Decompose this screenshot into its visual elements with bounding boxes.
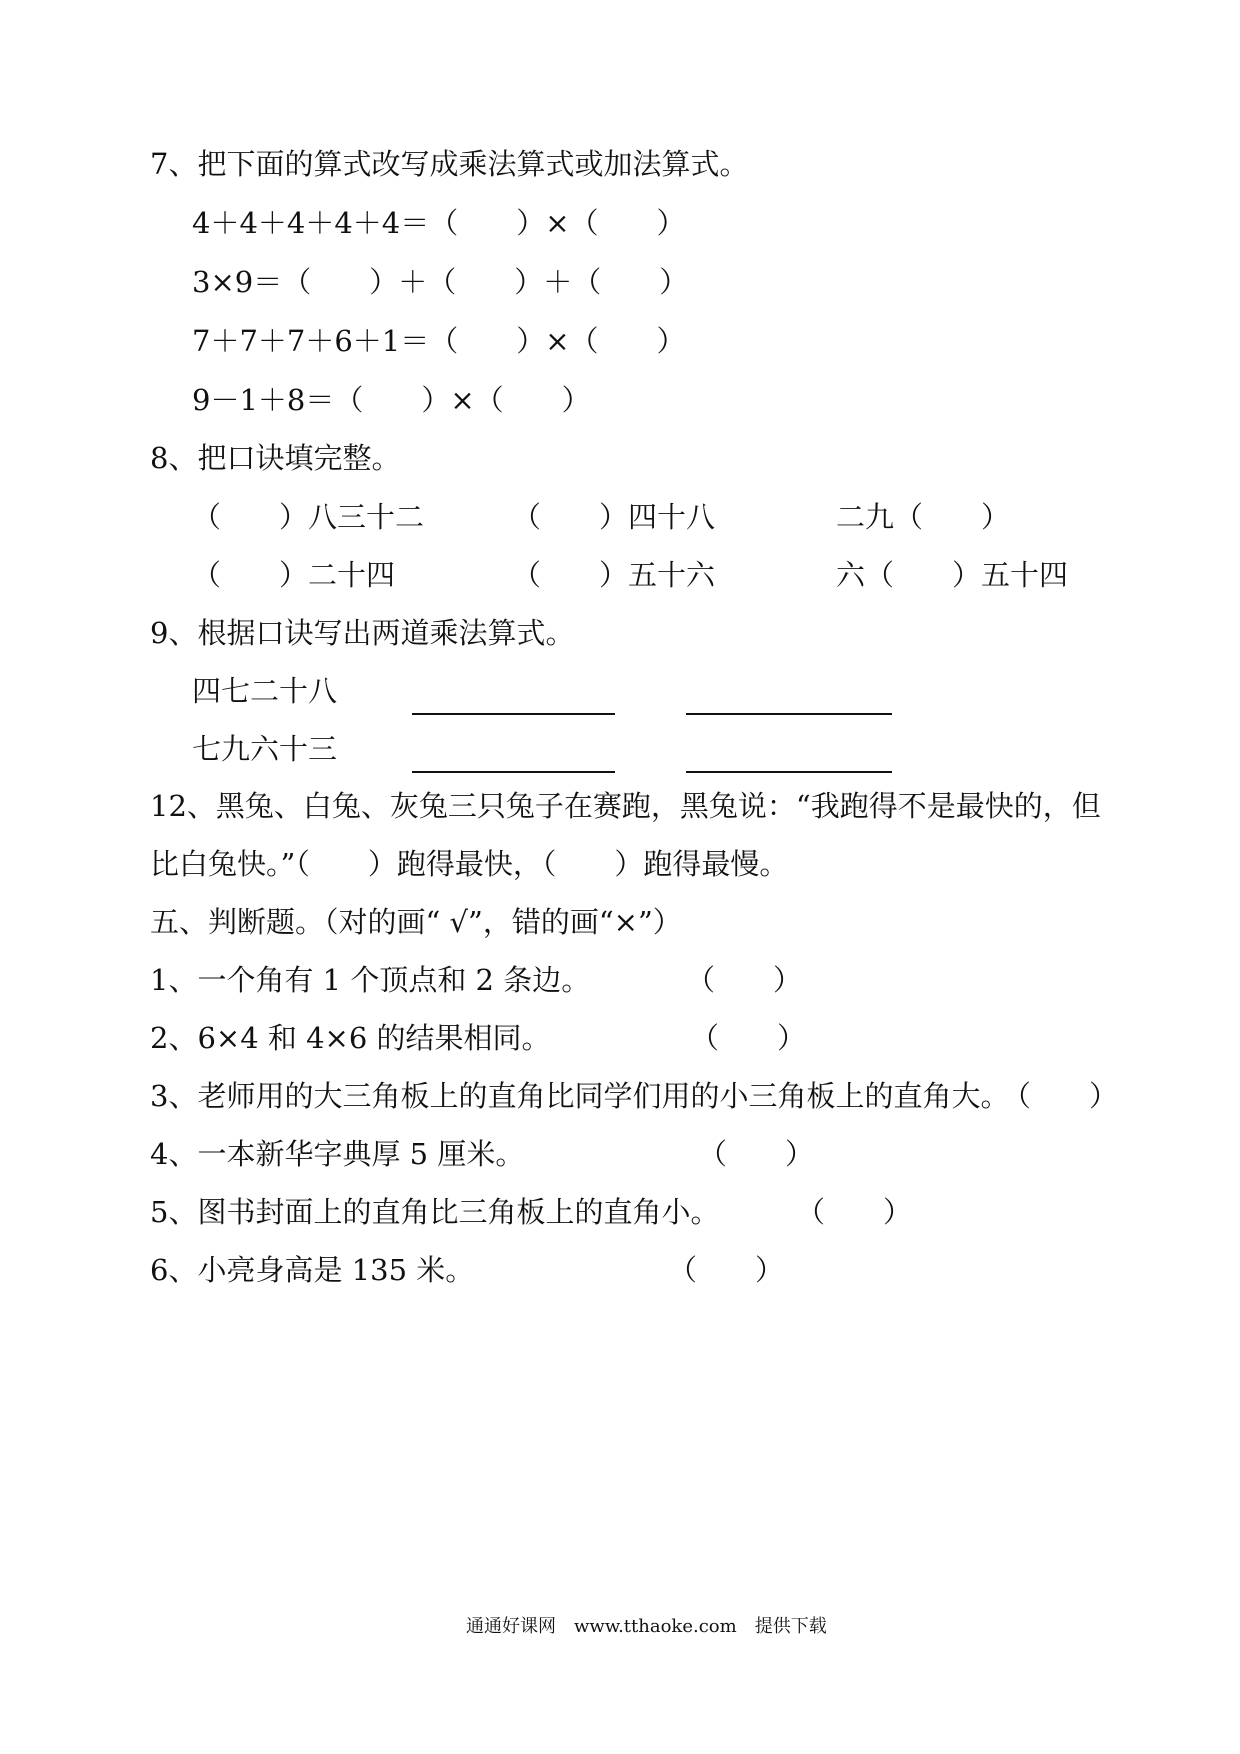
q7-expression-4: 9－1＋8＝（ ）×（ ） bbox=[192, 383, 591, 417]
tf-item-5-text: 5、图书封面上的直角比三角板上的直角小。 bbox=[150, 1195, 720, 1229]
q9-title: 9、根据口诀写出两道乘法算式。 bbox=[150, 616, 575, 650]
tf-item-4-text: 4、一本新华字典厚 5 厘米。 bbox=[150, 1137, 525, 1171]
q8-rhyme-5: （ ）五十六 bbox=[512, 558, 716, 592]
tf-item-1-answer: （ ） bbox=[686, 963, 803, 997]
q9-answer-blank-2b bbox=[686, 771, 892, 773]
q9-rhyme-2: 七九六十三 bbox=[192, 732, 338, 766]
q7-expression-2: 3×9＝（ ）＋（ ）＋（ ） bbox=[192, 265, 689, 299]
q8-rhyme-2: （ ）四十八 bbox=[512, 500, 716, 534]
q8-title: 8、把口诀填完整。 bbox=[150, 441, 401, 475]
tf-item-6-text: 6、小亮身高是 135 米。 bbox=[150, 1253, 475, 1287]
tf-item-2-text: 2、6×4 和 4×6 的结果相同。 bbox=[150, 1021, 551, 1055]
q8-rhyme-4: （ ）二十四 bbox=[192, 558, 396, 592]
q9-answer-blank-1b bbox=[686, 713, 892, 715]
footer-source: 通通好课网 www.tthaoke.com 提供下载 bbox=[466, 1616, 827, 1637]
tf-item-3-text: 3、老师用的大三角板上的直角比同学们用的小三角板上的直角大。 bbox=[150, 1079, 1010, 1113]
q7-expression-3: 7＋7＋7＋6＋1＝（ ）×（ ） bbox=[192, 324, 686, 358]
tf-item-6-answer: （ ） bbox=[668, 1253, 785, 1287]
tf-item-4-answer: （ ） bbox=[698, 1137, 815, 1171]
tf-item-1-text: 1、一个角有 1 个顶点和 2 条边。 bbox=[150, 963, 591, 997]
q8-rhyme-1: （ ）八三十二 bbox=[192, 500, 425, 534]
q8-rhyme-6: 六（ ）五十四 bbox=[836, 558, 1069, 592]
q12-line-1: 12、黑兔、白兔、灰兔三只兔子在赛跑，黑兔说：“我跑得不是最快的，但 bbox=[150, 789, 1101, 823]
section5-title: 五、判断题。（对的画“ √”，错的画“×”） bbox=[150, 905, 682, 939]
tf-item-5-answer: （ ） bbox=[796, 1195, 913, 1229]
q7-expression-1: 4＋4＋4＋4＋4＝（ ）×（ ） bbox=[192, 206, 686, 240]
q9-rhyme-1: 四七二十八 bbox=[192, 674, 338, 708]
tf-item-3-answer: （ ） bbox=[1002, 1079, 1119, 1113]
q9-answer-blank-1a bbox=[412, 713, 615, 715]
tf-item-2-answer: （ ） bbox=[690, 1021, 807, 1055]
q7-title: 7、把下面的算式改写成乘法算式或加法算式。 bbox=[150, 147, 749, 181]
q9-answer-blank-2a bbox=[412, 771, 615, 773]
q12-line-2: 比白兔快。”（ ）跑得最快，（ ）跑得最慢。 bbox=[150, 847, 789, 881]
q8-rhyme-3: 二九（ ） bbox=[836, 500, 1011, 534]
